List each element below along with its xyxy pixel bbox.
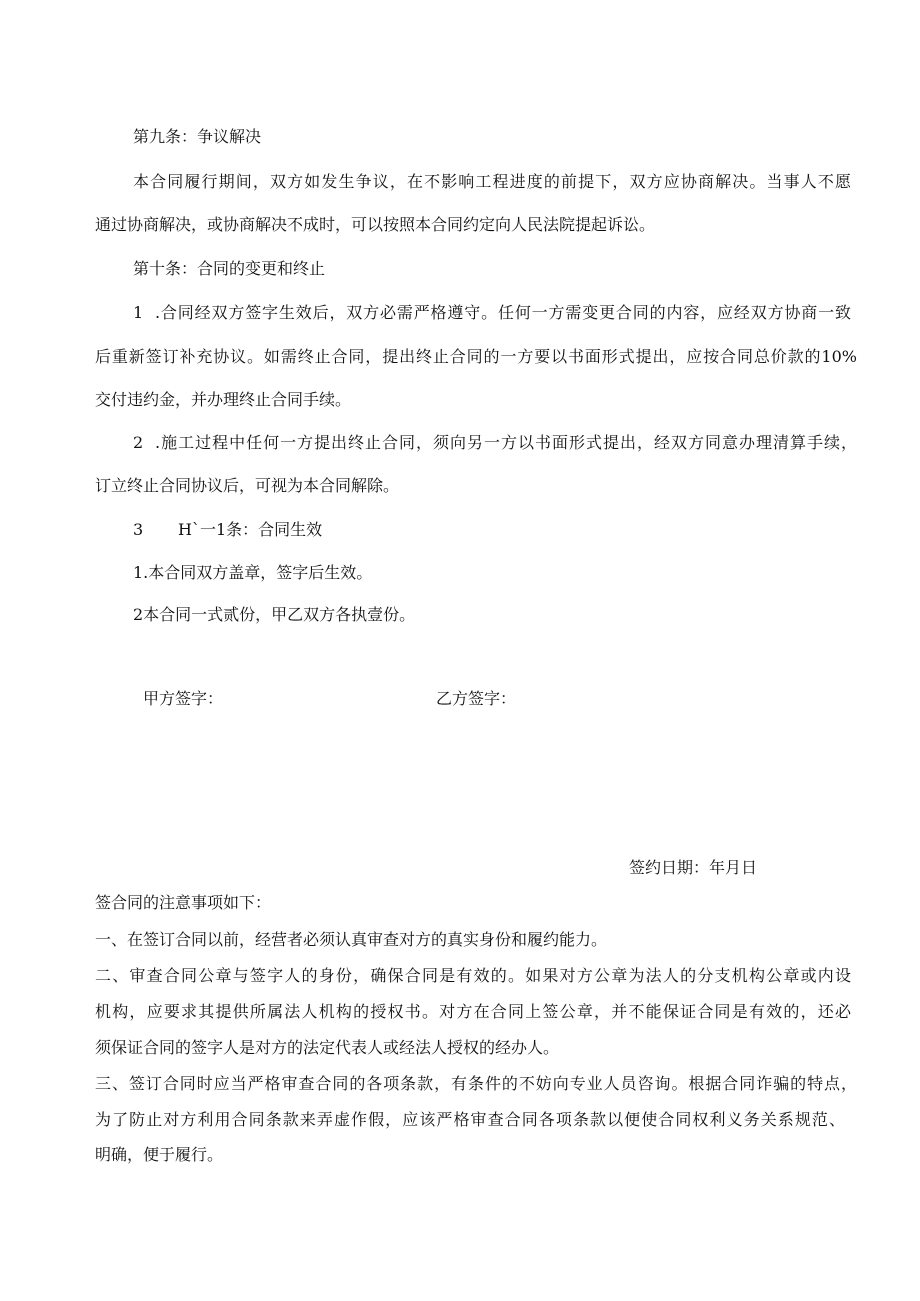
note-2-line-3: 须保证合同的签字人是对方的法定代表人或经法人授权的经办人。 — [95, 1038, 560, 1057]
article-10-item-2-number: 2 — [133, 433, 144, 452]
note-2-line-1: 二、审查合同公章与签字人的身份，确保合同是有效的。如果对方公章为法人的分支机构公章或内设 — [95, 966, 851, 985]
article-9-heading: 第九条：争议解决 — [133, 127, 262, 146]
party-a-signature-label: 甲方签字： — [143, 689, 224, 708]
article-11-item-2: 2本合同一式贰份，甲乙双方各执壹份。 — [133, 605, 416, 624]
note-3-line-2: 为了防止对方利用合同条款来弄虚作假，应该严格审查合同各项条款以便使合同权利义务关系规范、 — [95, 1110, 845, 1129]
article-10-item-1-line-1: .合同经双方签字生效后，双方必需严格遵守。任何一方需变更合同的内容，应经双方协商一致 — [155, 303, 851, 322]
article-11-number: 3 — [133, 520, 144, 539]
article-10-item-1-line-2: 后重新签订补充协议。如需终止合同，提出终止合同的一方要以书面形式提出，应按合同总价款的10% — [95, 347, 857, 366]
article-10-heading: 第十条：合同的变更和终止 — [133, 259, 326, 278]
article-9-paragraph-line-1: 本合同履行期间，双方如发生争议，在不影响工程进度的前提下，双方应协商解决。当事人不愿 — [133, 172, 851, 191]
article-10-item-1-line-3: 交付违约金，并办理终止合同手续。 — [95, 390, 352, 409]
notes-title: 签合同的注意事项如下： — [95, 893, 272, 912]
article-10-item-2-line-1: .施工过程中任何一方提出终止合同，须向另一方以书面形式提出，经双方同意办理清算手续， — [155, 433, 857, 452]
article-9-paragraph-line-2: 通过协商解决，或协商解决不成时，可以按照本合同约定向人民法院提起诉讼。 — [95, 215, 656, 234]
party-b-signature-label: 乙方签字： — [436, 689, 517, 708]
article-11-item-1: 1.本合同双方盖章，签字后生效。 — [133, 563, 373, 582]
note-3-line-3: 明确，便于履行。 — [95, 1145, 224, 1164]
note-3-line-1: 三、签订合同时应当严格审查合同的各项条款，有条件的不妨向专业人员咨询。根据合同诈骗的特点， — [95, 1074, 857, 1093]
note-2-line-2: 机构，应要求其提供所属法人机构的授权书。对方在合同上签公章，并不能保证合同是有效的，还必 — [95, 1002, 851, 1021]
article-10-item-1-number: 1 — [133, 303, 144, 322]
article-10-item-2-line-2: 订立终止合同协议后，可视为本合同解除。 — [95, 476, 400, 495]
note-1: 一、在签订合同以前，经营者必须认真审查对方的真实身份和履约能力。 — [95, 930, 608, 949]
article-11-heading: H`一1条：合同生效 — [178, 520, 323, 539]
signing-date-label: 签约日期：年月日 — [629, 858, 758, 877]
